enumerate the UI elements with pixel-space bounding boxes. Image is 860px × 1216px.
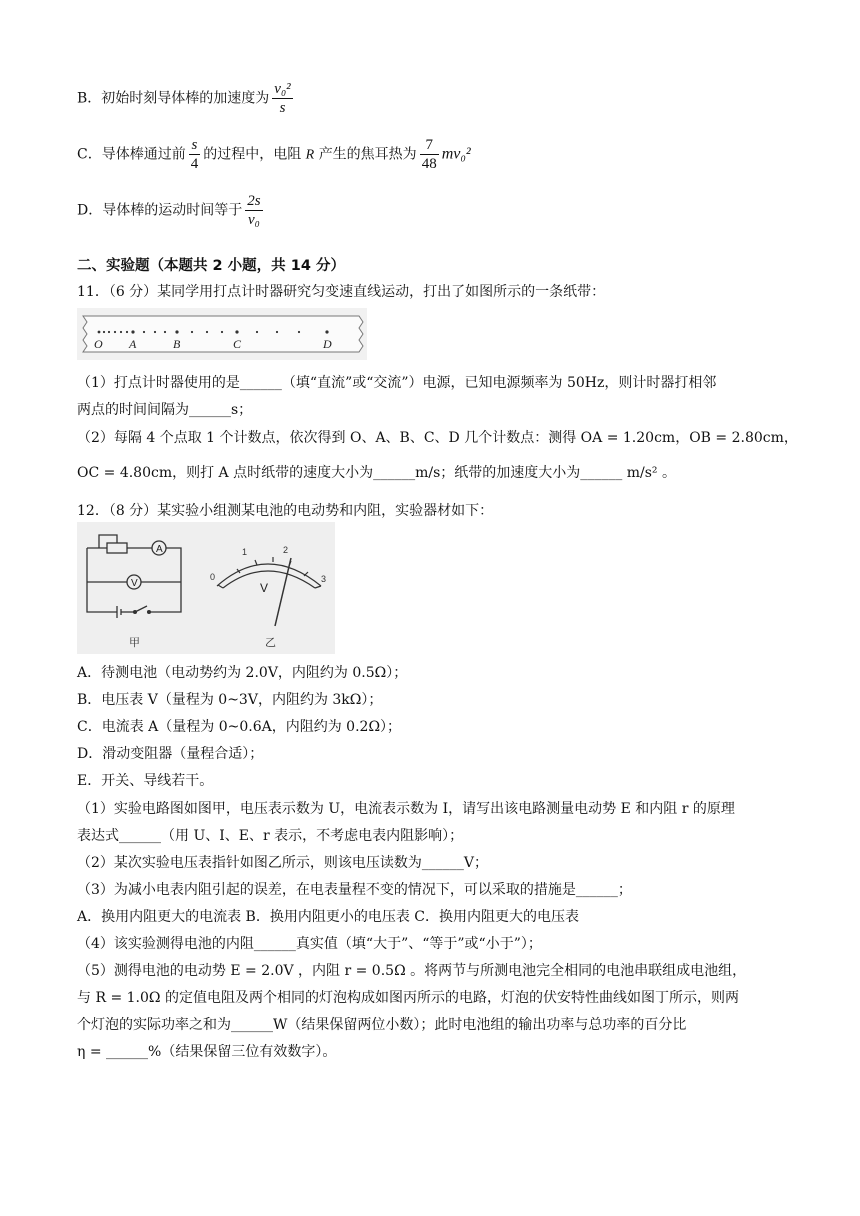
q12-part1-line2: 表达式______（用 U、I、E、r 表示，不考虑电表内阻影响）； bbox=[77, 828, 464, 844]
q12-item-e: E．开关、导线若干。 bbox=[77, 773, 214, 789]
q12-part3-options: A．换用内阻更大的电流表 B．换用内阻更小的电压表 C．换用内阻更大的电压表 bbox=[77, 909, 580, 925]
q12-part5-line4: η = ______%（结果保留三位有效数字）。 bbox=[77, 1044, 337, 1060]
option-c-fraction-1 bbox=[189, 136, 201, 173]
option-c-fraction-2 bbox=[420, 136, 439, 173]
q11-part2-line2: OC = 4.80cm，则打 A 点时纸带的速度大小为______m/s；纸带的加速度大小为______ m/s² 。 bbox=[77, 465, 676, 481]
option-c-suffix: mv₀² bbox=[441, 145, 471, 163]
option-c-frac2-num: 7 bbox=[420, 136, 439, 155]
q12-stem: 12．（8 分）某实验小组测某电池的电动势和内阻，实验器材如下： bbox=[77, 503, 494, 519]
meter-tick-0: 0 bbox=[210, 572, 216, 582]
paper-tape-figure bbox=[77, 308, 367, 360]
q11-part1-line2: 两点的时间间隔为______s； bbox=[77, 402, 253, 418]
meter-tick-3: 3 bbox=[321, 574, 327, 584]
figure-label-jia: 甲 bbox=[129, 636, 140, 649]
circuit-and-meter-figure bbox=[77, 522, 335, 654]
option-c-mid: 的过程中，电阻 bbox=[203, 146, 302, 163]
option-d-fraction bbox=[245, 192, 262, 229]
figure-label-yi: 乙 bbox=[265, 636, 276, 649]
q12-part5-line1: （5）测得电池的电动势 E = 2.0V ，内阻 r = 0.5Ω 。将两节与所测电池完全相同的电池串联组成电池组， bbox=[77, 963, 747, 979]
q12-item-c: C．电流表 A（量程为 0~0.6A，内阻约为 0.2Ω）； bbox=[77, 719, 402, 735]
q12-part5-line2: 与 R = 1.0Ω 的定值电阻及两个相同的灯泡构成如图丙所示的电路，灯泡的伏安特性曲线如图丁所示，则两 bbox=[77, 990, 739, 1006]
option-b-denominator: s bbox=[279, 100, 286, 116]
option-d bbox=[77, 192, 266, 229]
option-b-fraction bbox=[272, 80, 292, 117]
meter-tick-1: 1 bbox=[242, 547, 248, 557]
tape-label-b: B bbox=[173, 337, 181, 351]
tape-label-a: A bbox=[129, 337, 137, 351]
option-d-text: D．导体棒的运动时间等于 bbox=[77, 202, 243, 219]
tape-label-c: C bbox=[233, 337, 242, 351]
q12-part2: （2）某次实验电压表指针如图乙所示，则该电压读数为______V； bbox=[77, 855, 489, 871]
ammeter-symbol: A bbox=[156, 544, 163, 555]
option-c-frac1-num: s bbox=[189, 136, 201, 155]
option-c-mid2: 产生的焦耳热为 bbox=[318, 146, 417, 163]
option-c-r-var: R bbox=[305, 147, 315, 163]
q12-item-d: D．滑动变阻器（量程合适）； bbox=[77, 746, 264, 762]
q12-part1-line1: （1）实验电路图如图甲，电压表示数为 U，电流表示数为 I，请写出该电路测量电动势 E 和内阻 r 的原理 bbox=[77, 801, 735, 817]
option-d-numerator: 2s bbox=[247, 193, 261, 209]
option-c bbox=[77, 136, 471, 173]
meter-tick-2: 2 bbox=[283, 545, 289, 555]
q12-item-a: A．待测电池（电动势约为 2.0V，内阻约为 0.5Ω）； bbox=[77, 665, 408, 681]
option-c-frac2-den: 48 bbox=[421, 156, 437, 172]
option-c-frac1-den: 4 bbox=[190, 156, 199, 172]
meter-letter: V bbox=[260, 581, 269, 595]
option-b bbox=[77, 80, 296, 117]
tape-label-o: O bbox=[94, 337, 103, 351]
option-b-text: B．初始时刻导体棒的加速度为 bbox=[77, 90, 270, 107]
section-title: 二、实验题（本题共 2 小题，共 14 分） bbox=[77, 258, 345, 274]
q11-part1-line1: （1）打点计时器使用的是______（填“直流”或“交流”）电源，已知电源频率为 50Hz，则计时器打相邻 bbox=[77, 375, 717, 391]
option-c-prefix: C．导体棒通过前 bbox=[77, 146, 186, 163]
q12-item-b: B．电压表 V（量程为 0~3V，内阻约为 3kΩ）； bbox=[77, 692, 383, 708]
option-b-numerator: v₀² bbox=[274, 81, 291, 97]
voltmeter-symbol: V bbox=[131, 578, 138, 589]
q12-part5-line3: 个灯泡的实际功率之和为______W（结果保留两位小数）；此时电池组的输出功率与总功率的百分比 bbox=[77, 1017, 687, 1033]
q12-part3: （3）为减小电表内阻引起的误差，在电表量程不变的情况下，可以采取的措施是______； bbox=[77, 882, 632, 898]
q11-part2-line1: （2）每隔 4 个点取 1 个计数点，依次得到 O、A、B、C、D 几个计数点：测得 OA = 1.20cm，OB = 2.80cm， bbox=[77, 430, 798, 446]
q11-stem: 11．（6 分）某同学用打点计时器研究匀变速直线运动，打出了如图所示的一条纸带： bbox=[77, 284, 606, 300]
q12-part4: （4）该实验测得电池的内阻______真实值（填“大于”、“等于”或“小于”）； bbox=[77, 936, 542, 952]
option-d-denominator: v₀ bbox=[247, 212, 260, 228]
tape-label-d: D bbox=[323, 337, 332, 351]
